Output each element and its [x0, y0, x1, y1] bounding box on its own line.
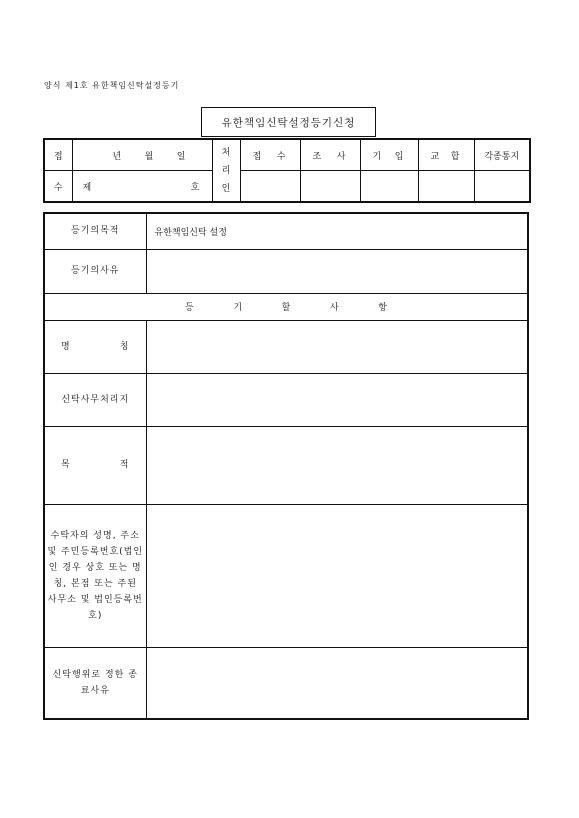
purpose-value[interactable]: 유한책임신탁 설정 [146, 213, 528, 249]
object-label: 목 적 [44, 426, 146, 504]
receipt-col-giip: 기 입 [360, 139, 418, 171]
processor-label: 처 리 인 [212, 139, 240, 202]
purpose-label: 등기의목적 [44, 213, 146, 249]
stamp-notice[interactable] [474, 171, 530, 203]
cause-label: 등기의사유 [44, 249, 146, 293]
receipt-label-top: 접 [44, 139, 72, 171]
je-label: 제 [82, 182, 92, 193]
name-label: 명 칭 [44, 320, 146, 373]
form-title [201, 107, 376, 137]
stamp-giip[interactable] [360, 171, 418, 203]
receipt-col-jeopsu: 접 수 [240, 139, 300, 171]
object-value[interactable] [146, 426, 528, 504]
receipt-number-cell[interactable] [72, 171, 212, 203]
registration-table [43, 212, 529, 720]
receipt-col-gyohap: 교 합 [418, 139, 474, 171]
month-label: 월 [144, 151, 154, 162]
receipt-date-cell[interactable] [72, 139, 212, 171]
office-label: 신탁사무처리지 [44, 373, 146, 426]
receipt-col-notice: 각종통지 [474, 139, 530, 171]
receipt-col-josa: 조 사 [300, 139, 360, 171]
cause-value[interactable] [146, 249, 528, 293]
day-label: 일 [176, 151, 186, 162]
stamp-josa[interactable] [300, 171, 360, 203]
form-title-text: 유한책임신탁설정등기신청 [221, 116, 356, 129]
ho-label: 호 [190, 182, 200, 193]
section-heading: 등 기 할 사 항 [44, 293, 528, 320]
office-value[interactable] [146, 373, 528, 426]
termination-label: 신탁행위로 정한 종료사유 [44, 647, 146, 719]
receipt-label-bottom: 수 [44, 171, 72, 203]
trustee-value[interactable] [146, 504, 528, 647]
stamp-gyohap[interactable] [418, 171, 474, 203]
receipt-table [43, 138, 531, 203]
name-value[interactable] [146, 320, 528, 373]
form-caption: 양식 제1호 유한책임신탁설정등기 [44, 81, 180, 90]
year-label: 년 [112, 151, 122, 162]
termination-value[interactable] [146, 647, 528, 719]
stamp-jeopsu[interactable] [240, 171, 300, 203]
trustee-label: 수탁자의 성명, 주소 및 주민등록번호(법인인 경우 상호 또는 명칭, 본점 또는 주된 사무소 및 법인등록번호) [44, 504, 146, 647]
